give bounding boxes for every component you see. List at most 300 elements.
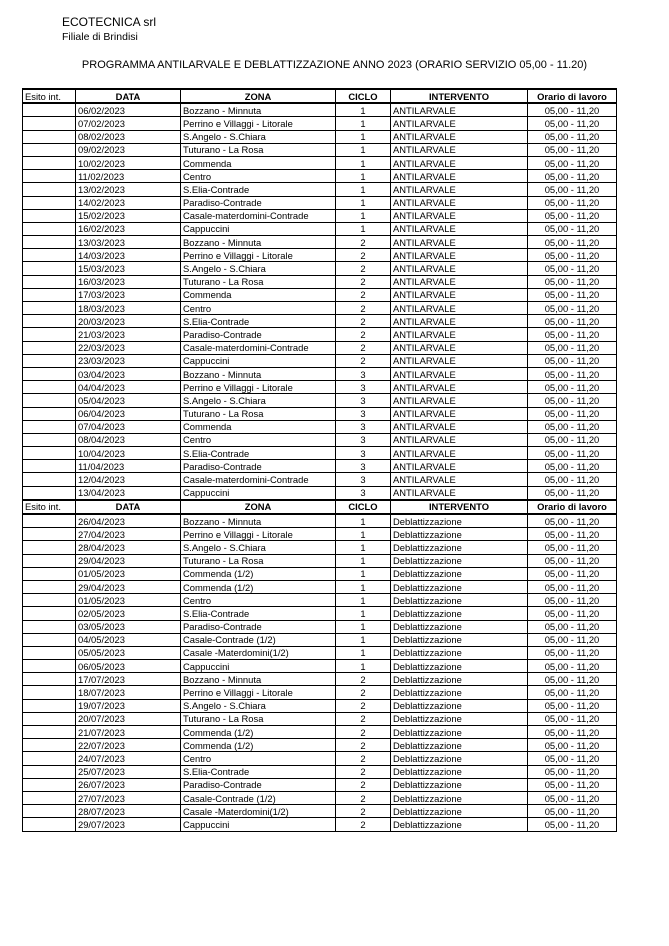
table-row xyxy=(23,528,617,541)
date-cell: 14/03/2023 xyxy=(76,249,181,262)
esito-cell xyxy=(23,170,76,183)
table-row xyxy=(23,805,617,818)
work-hours-cell: 05,00 - 11,20 xyxy=(528,315,617,328)
intervention-cell: ANTILARVALE xyxy=(391,302,528,315)
work-hours-cell: 05,00 - 11,20 xyxy=(528,183,617,196)
table-row xyxy=(23,778,617,791)
zone-cell: S.Angelo - S.Chiara xyxy=(181,130,336,143)
work-hours-cell: 05,00 - 11,20 xyxy=(528,646,617,659)
work-hours-cell: 05,00 - 11,20 xyxy=(528,699,617,712)
esito-cell xyxy=(23,341,76,354)
zone-cell: S.Angelo - S.Chiara xyxy=(181,541,336,554)
column-header-zona: ZONA xyxy=(181,500,336,514)
zone-cell: Bozzano - Minnuta xyxy=(181,673,336,686)
table-row xyxy=(23,117,617,130)
table-row xyxy=(23,607,617,620)
zone-cell: Paradiso-Contrade xyxy=(181,196,336,209)
table-row xyxy=(23,473,617,486)
zone-cell: Paradiso-Contrade xyxy=(181,328,336,341)
work-hours-cell: 05,00 - 11,20 xyxy=(528,528,617,541)
intervention-cell: Deblattizzazione xyxy=(391,594,528,607)
work-hours-cell: 05,00 - 11,20 xyxy=(528,791,617,804)
zone-cell: Commenda (1/2) xyxy=(181,580,336,593)
zone-cell: Casale -Materdomini(1/2) xyxy=(181,805,336,818)
table-row xyxy=(23,262,617,275)
work-hours-cell: 05,00 - 11,20 xyxy=(528,607,617,620)
esito-cell xyxy=(23,288,76,301)
work-hours-cell: 05,00 - 11,20 xyxy=(528,222,617,235)
esito-cell xyxy=(23,196,76,209)
table-row xyxy=(23,460,617,473)
table-row xyxy=(23,633,617,646)
cycle-cell: 3 xyxy=(336,407,391,420)
zone-cell: Perrino e Villaggi - Litorale xyxy=(181,249,336,262)
cycle-cell: 1 xyxy=(336,594,391,607)
zone-cell: Cappuccini xyxy=(181,818,336,831)
date-cell: 27/04/2023 xyxy=(76,528,181,541)
intervention-cell: ANTILARVALE xyxy=(391,354,528,367)
esito-cell xyxy=(23,791,76,804)
esito-cell xyxy=(23,381,76,394)
zone-cell: Perrino e Villaggi - Litorale xyxy=(181,528,336,541)
cycle-cell: 2 xyxy=(336,765,391,778)
date-cell: 01/05/2023 xyxy=(76,567,181,580)
work-hours-cell: 05,00 - 11,20 xyxy=(528,726,617,739)
table-row xyxy=(23,580,617,593)
intervention-cell: ANTILARVALE xyxy=(391,183,528,196)
work-hours-cell: 05,00 - 11,20 xyxy=(528,673,617,686)
esito-cell xyxy=(23,447,76,460)
date-cell: 17/03/2023 xyxy=(76,288,181,301)
date-cell: 13/04/2023 xyxy=(76,486,181,500)
cycle-cell: 2 xyxy=(336,341,391,354)
date-cell: 03/05/2023 xyxy=(76,620,181,633)
date-cell: 18/07/2023 xyxy=(76,686,181,699)
date-cell: 10/04/2023 xyxy=(76,447,181,460)
zone-cell: Tuturano - La Rosa xyxy=(181,554,336,567)
cycle-cell: 3 xyxy=(336,447,391,460)
table-row xyxy=(23,315,617,328)
table-row xyxy=(23,130,617,143)
table-row xyxy=(23,394,617,407)
esito-cell xyxy=(23,420,76,433)
date-cell: 15/02/2023 xyxy=(76,209,181,222)
esito-cell xyxy=(23,407,76,420)
date-cell: 06/04/2023 xyxy=(76,407,181,420)
zone-cell: Perrino e Villaggi - Litorale xyxy=(181,117,336,130)
intervention-cell: Deblattizzazione xyxy=(391,805,528,818)
work-hours-cell: 05,00 - 11,20 xyxy=(528,209,617,222)
zone-cell: S.Angelo - S.Chiara xyxy=(181,262,336,275)
cycle-cell: 3 xyxy=(336,420,391,433)
table-row xyxy=(23,354,617,367)
cycle-cell: 1 xyxy=(336,143,391,156)
esito-cell xyxy=(23,726,76,739)
cycle-cell: 1 xyxy=(336,209,391,222)
work-hours-cell: 05,00 - 11,20 xyxy=(528,765,617,778)
esito-cell xyxy=(23,156,76,169)
date-cell: 22/07/2023 xyxy=(76,739,181,752)
intervention-cell: Deblattizzazione xyxy=(391,778,528,791)
date-cell: 26/07/2023 xyxy=(76,778,181,791)
cycle-cell: 3 xyxy=(336,367,391,380)
intervention-cell: ANTILARVALE xyxy=(391,486,528,500)
zone-cell: S.Elia-Contrade xyxy=(181,315,336,328)
table-row xyxy=(23,275,617,288)
intervention-cell: ANTILARVALE xyxy=(391,196,528,209)
intervention-cell: Deblattizzazione xyxy=(391,580,528,593)
zone-cell: S.Elia-Contrade xyxy=(181,447,336,460)
intervention-cell: ANTILARVALE xyxy=(391,315,528,328)
intervention-cell: ANTILARVALE xyxy=(391,473,528,486)
table-row xyxy=(23,407,617,420)
work-hours-cell: 05,00 - 11,20 xyxy=(528,541,617,554)
work-hours-cell: 05,00 - 11,20 xyxy=(528,196,617,209)
intervention-cell: ANTILARVALE xyxy=(391,381,528,394)
intervention-cell: ANTILARVALE xyxy=(391,170,528,183)
zone-cell: Tuturano - La Rosa xyxy=(181,712,336,725)
document-title: PROGRAMMA ANTILARVALE E DEBLATTIZZAZIONE ANNO 2023 (ORARIO SERVIZIO 05,00 - 11.20) xyxy=(81,59,588,71)
cycle-cell: 2 xyxy=(336,712,391,725)
work-hours-cell: 05,00 - 11,20 xyxy=(528,420,617,433)
zone-cell: Centro xyxy=(181,170,336,183)
esito-cell xyxy=(23,315,76,328)
intervention-cell: ANTILARVALE xyxy=(391,341,528,354)
intervention-cell: Deblattizzazione xyxy=(391,752,528,765)
zone-cell: Centro xyxy=(181,433,336,446)
zone-cell: Perrino e Villaggi - Litorale xyxy=(181,686,336,699)
table-row xyxy=(23,712,617,725)
date-cell: 17/07/2023 xyxy=(76,673,181,686)
cycle-cell: 1 xyxy=(336,620,391,633)
zone-cell: Perrino e Villaggi - Litorale xyxy=(181,381,336,394)
date-cell: 29/04/2023 xyxy=(76,580,181,593)
intervention-cell: Deblattizzazione xyxy=(391,660,528,673)
date-cell: 06/05/2023 xyxy=(76,660,181,673)
esito-cell xyxy=(23,712,76,725)
intervention-cell: Deblattizzazione xyxy=(391,726,528,739)
date-cell: 09/02/2023 xyxy=(76,143,181,156)
intervention-cell: Deblattizzazione xyxy=(391,528,528,541)
table-row xyxy=(23,170,617,183)
intervention-cell: Deblattizzazione xyxy=(391,739,528,752)
cycle-cell: 2 xyxy=(336,686,391,699)
cycle-cell: 1 xyxy=(336,607,391,620)
cycle-cell: 1 xyxy=(336,554,391,567)
esito-cell xyxy=(23,528,76,541)
intervention-cell: Deblattizzazione xyxy=(391,646,528,659)
column-header-esito: Esito int. xyxy=(23,500,76,514)
work-hours-cell: 05,00 - 11,20 xyxy=(528,554,617,567)
column-header-orario: Orario di lavoro xyxy=(528,500,617,514)
work-hours-cell: 05,00 - 11,20 xyxy=(528,660,617,673)
table-row xyxy=(23,791,617,804)
date-cell: 21/07/2023 xyxy=(76,726,181,739)
date-cell: 11/04/2023 xyxy=(76,460,181,473)
date-cell: 15/03/2023 xyxy=(76,262,181,275)
table-row xyxy=(23,514,617,528)
table-row xyxy=(23,594,617,607)
cycle-cell: 2 xyxy=(336,315,391,328)
esito-cell xyxy=(23,739,76,752)
work-hours-cell: 05,00 - 11,20 xyxy=(528,594,617,607)
table-row xyxy=(23,818,617,831)
esito-cell xyxy=(23,209,76,222)
intervention-cell: ANTILARVALE xyxy=(391,209,528,222)
work-hours-cell: 05,00 - 11,20 xyxy=(528,381,617,394)
column-header-intervento: INTERVENTO xyxy=(391,89,528,103)
work-hours-cell: 05,00 - 11,20 xyxy=(528,433,617,446)
esito-cell xyxy=(23,686,76,699)
cycle-cell: 1 xyxy=(336,567,391,580)
date-cell: 03/04/2023 xyxy=(76,367,181,380)
cycle-cell: 1 xyxy=(336,514,391,528)
cycle-cell: 1 xyxy=(336,222,391,235)
zone-cell: Cappuccini xyxy=(181,354,336,367)
zone-cell: Bozzano - Minnuta xyxy=(181,236,336,249)
intervention-cell: ANTILARVALE xyxy=(391,103,528,117)
table-row xyxy=(23,567,617,580)
intervention-cell: ANTILARVALE xyxy=(391,328,528,341)
zone-cell: Casale-materdomini-Contrade xyxy=(181,209,336,222)
cycle-cell: 3 xyxy=(336,394,391,407)
intervention-cell: Deblattizzazione xyxy=(391,686,528,699)
work-hours-cell: 05,00 - 11,20 xyxy=(528,236,617,249)
cycle-cell: 2 xyxy=(336,818,391,831)
table-row xyxy=(23,236,617,249)
table-row xyxy=(23,646,617,659)
table-row xyxy=(23,686,617,699)
work-hours-cell: 05,00 - 11,20 xyxy=(528,514,617,528)
work-hours-cell: 05,00 - 11,20 xyxy=(528,394,617,407)
zone-cell: Commenda (1/2) xyxy=(181,739,336,752)
cycle-cell: 2 xyxy=(336,791,391,804)
date-cell: 16/02/2023 xyxy=(76,222,181,235)
date-cell: 25/07/2023 xyxy=(76,765,181,778)
zone-cell: Cappuccini xyxy=(181,486,336,500)
table-row xyxy=(23,554,617,567)
esito-cell xyxy=(23,580,76,593)
intervention-cell: Deblattizzazione xyxy=(391,818,528,831)
intervention-cell: Deblattizzazione xyxy=(391,633,528,646)
work-hours-cell: 05,00 - 11,20 xyxy=(528,262,617,275)
date-cell: 10/02/2023 xyxy=(76,156,181,169)
cycle-cell: 1 xyxy=(336,528,391,541)
date-cell: 04/04/2023 xyxy=(76,381,181,394)
date-cell: 05/05/2023 xyxy=(76,646,181,659)
cycle-cell: 2 xyxy=(336,699,391,712)
table-row xyxy=(23,673,617,686)
column-header-orario: Orario di lavoro xyxy=(528,89,617,103)
intervention-cell: Deblattizzazione xyxy=(391,765,528,778)
company-name: ECOTECNICA srl xyxy=(62,15,157,29)
work-hours-cell: 05,00 - 11,20 xyxy=(528,460,617,473)
table-header-row xyxy=(23,500,617,514)
date-cell: 13/02/2023 xyxy=(76,183,181,196)
intervention-cell: ANTILARVALE xyxy=(391,117,528,130)
zone-cell: Tuturano - La Rosa xyxy=(181,407,336,420)
schedule-table-body xyxy=(23,89,617,831)
intervention-cell: Deblattizzazione xyxy=(391,567,528,580)
work-hours-cell: 05,00 - 11,20 xyxy=(528,712,617,725)
zone-cell: Casale -Materdomini(1/2) xyxy=(181,646,336,659)
date-cell: 07/02/2023 xyxy=(76,117,181,130)
intervention-cell: Deblattizzazione xyxy=(391,514,528,528)
work-hours-cell: 05,00 - 11,20 xyxy=(528,170,617,183)
work-hours-cell: 05,00 - 11,20 xyxy=(528,778,617,791)
esito-cell xyxy=(23,130,76,143)
esito-cell xyxy=(23,818,76,831)
table-row xyxy=(23,183,617,196)
date-cell: 06/02/2023 xyxy=(76,103,181,117)
intervention-cell: Deblattizzazione xyxy=(391,673,528,686)
date-cell: 07/04/2023 xyxy=(76,420,181,433)
intervention-cell: ANTILARVALE xyxy=(391,275,528,288)
cycle-cell: 1 xyxy=(336,156,391,169)
date-cell: 13/03/2023 xyxy=(76,236,181,249)
esito-cell xyxy=(23,594,76,607)
table-header-row xyxy=(23,89,617,103)
esito-cell xyxy=(23,302,76,315)
cycle-cell: 2 xyxy=(336,236,391,249)
work-hours-cell: 05,00 - 11,20 xyxy=(528,249,617,262)
cycle-cell: 2 xyxy=(336,288,391,301)
work-hours-cell: 05,00 - 11,20 xyxy=(528,302,617,315)
table-row xyxy=(23,541,617,554)
esito-cell xyxy=(23,607,76,620)
cycle-cell: 1 xyxy=(336,646,391,659)
zone-cell: S.Elia-Contrade xyxy=(181,607,336,620)
table-row xyxy=(23,222,617,235)
intervention-cell: ANTILARVALE xyxy=(391,460,528,473)
intervention-cell: Deblattizzazione xyxy=(391,712,528,725)
cycle-cell: 2 xyxy=(336,805,391,818)
zone-cell: Commenda (1/2) xyxy=(181,567,336,580)
branch-name: Filiale di Brindisi xyxy=(62,31,138,43)
intervention-cell: ANTILARVALE xyxy=(391,249,528,262)
esito-cell xyxy=(23,275,76,288)
work-hours-cell: 05,00 - 11,20 xyxy=(528,686,617,699)
esito-cell xyxy=(23,765,76,778)
work-hours-cell: 05,00 - 11,20 xyxy=(528,367,617,380)
work-hours-cell: 05,00 - 11,20 xyxy=(528,447,617,460)
cycle-cell: 2 xyxy=(336,739,391,752)
date-cell: 29/04/2023 xyxy=(76,554,181,567)
intervention-cell: Deblattizzazione xyxy=(391,607,528,620)
cycle-cell: 3 xyxy=(336,381,391,394)
table-row xyxy=(23,143,617,156)
esito-cell xyxy=(23,752,76,765)
date-cell: 14/02/2023 xyxy=(76,196,181,209)
date-cell: 28/07/2023 xyxy=(76,805,181,818)
zone-cell: Casale-Contrade (1/2) xyxy=(181,633,336,646)
zone-cell: Bozzano - Minnuta xyxy=(181,514,336,528)
cycle-cell: 2 xyxy=(336,354,391,367)
esito-cell xyxy=(23,646,76,659)
zone-cell: Bozzano - Minnuta xyxy=(181,103,336,117)
cycle-cell: 1 xyxy=(336,117,391,130)
table-row xyxy=(23,156,617,169)
esito-cell xyxy=(23,699,76,712)
work-hours-cell: 05,00 - 11,20 xyxy=(528,354,617,367)
esito-cell xyxy=(23,236,76,249)
table-row xyxy=(23,249,617,262)
cycle-cell: 2 xyxy=(336,778,391,791)
cycle-cell: 2 xyxy=(336,673,391,686)
cycle-cell: 1 xyxy=(336,660,391,673)
esito-cell xyxy=(23,778,76,791)
work-hours-cell: 05,00 - 11,20 xyxy=(528,818,617,831)
intervention-cell: ANTILARVALE xyxy=(391,143,528,156)
cycle-cell: 1 xyxy=(336,103,391,117)
intervention-cell: ANTILARVALE xyxy=(391,367,528,380)
zone-cell: Paradiso-Contrade xyxy=(181,620,336,633)
zone-cell: S.Angelo - S.Chiara xyxy=(181,699,336,712)
work-hours-cell: 05,00 - 11,20 xyxy=(528,130,617,143)
cycle-cell: 1 xyxy=(336,196,391,209)
esito-cell xyxy=(23,514,76,528)
table-row xyxy=(23,209,617,222)
cycle-cell: 2 xyxy=(336,302,391,315)
esito-cell xyxy=(23,433,76,446)
date-cell: 02/05/2023 xyxy=(76,607,181,620)
date-cell: 11/02/2023 xyxy=(76,170,181,183)
esito-cell xyxy=(23,394,76,407)
zone-cell: Casale-materdomini-Contrade xyxy=(181,341,336,354)
esito-cell xyxy=(23,367,76,380)
table-row xyxy=(23,367,617,380)
schedule-table xyxy=(22,88,617,832)
esito-cell xyxy=(23,117,76,130)
intervention-cell: Deblattizzazione xyxy=(391,554,528,567)
work-hours-cell: 05,00 - 11,20 xyxy=(528,805,617,818)
esito-cell xyxy=(23,567,76,580)
intervention-cell: ANTILARVALE xyxy=(391,394,528,407)
cycle-cell: 2 xyxy=(336,752,391,765)
date-cell: 01/05/2023 xyxy=(76,594,181,607)
column-header-data: DATA xyxy=(76,89,181,103)
zone-cell: Paradiso-Contrade xyxy=(181,460,336,473)
date-cell: 18/03/2023 xyxy=(76,302,181,315)
table-row xyxy=(23,699,617,712)
date-cell: 05/04/2023 xyxy=(76,394,181,407)
table-row xyxy=(23,447,617,460)
work-hours-cell: 05,00 - 11,20 xyxy=(528,103,617,117)
date-cell: 19/07/2023 xyxy=(76,699,181,712)
intervention-cell: Deblattizzazione xyxy=(391,620,528,633)
date-cell: 28/04/2023 xyxy=(76,541,181,554)
cycle-cell: 2 xyxy=(336,726,391,739)
esito-cell xyxy=(23,486,76,500)
intervention-cell: ANTILARVALE xyxy=(391,262,528,275)
cycle-cell: 3 xyxy=(336,460,391,473)
table-row xyxy=(23,486,617,500)
zone-cell: Commenda xyxy=(181,420,336,433)
date-cell: 27/07/2023 xyxy=(76,791,181,804)
table-row xyxy=(23,302,617,315)
intervention-cell: Deblattizzazione xyxy=(391,541,528,554)
table-row xyxy=(23,765,617,778)
intervention-cell: ANTILARVALE xyxy=(391,222,528,235)
work-hours-cell: 05,00 - 11,20 xyxy=(528,275,617,288)
cycle-cell: 1 xyxy=(336,580,391,593)
esito-cell xyxy=(23,460,76,473)
cycle-cell: 2 xyxy=(336,275,391,288)
date-cell: 24/07/2023 xyxy=(76,752,181,765)
date-cell: 21/03/2023 xyxy=(76,328,181,341)
zone-cell: S.Elia-Contrade xyxy=(181,765,336,778)
zone-cell: S.Elia-Contrade xyxy=(181,183,336,196)
